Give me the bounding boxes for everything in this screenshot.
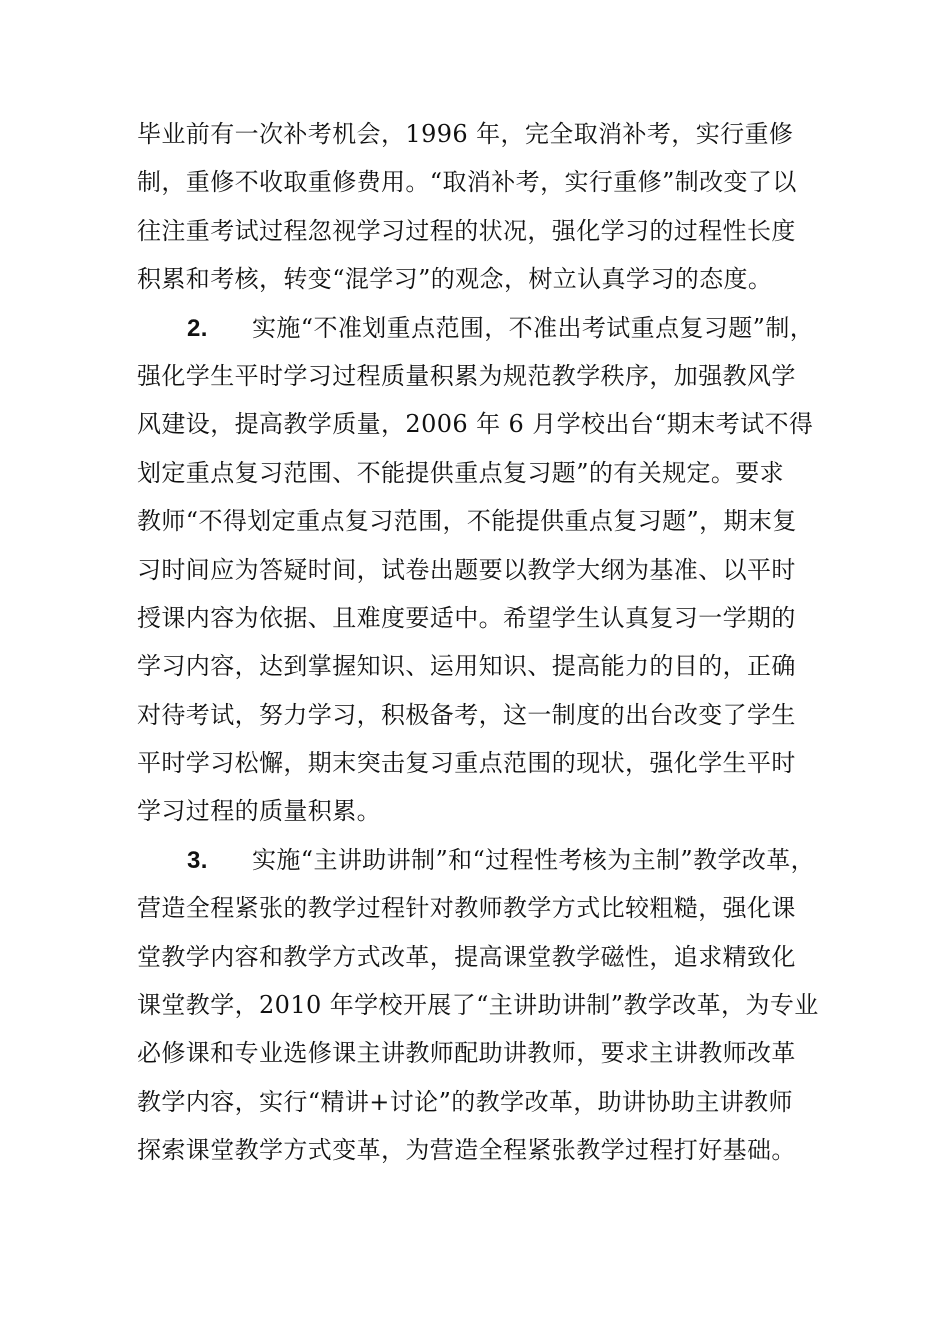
paragraph-first-line (137, 304, 837, 352)
text-line: 探索课堂教学方式变革，为营造全程紧张教学过程打好基础。 (137, 1136, 796, 1165)
text-line: 堂教学内容和教学方式改革，提高课堂教学磁性，追求精致化 (137, 942, 796, 971)
text-line: 授课内容为依据、且难度要适中。希望学生认真复习一学期的 (137, 603, 796, 632)
paragraph-first-line (137, 836, 837, 884)
text-line: 强化学生平时学习过程质量积累为规范教学秩序，加强教风学 (137, 361, 796, 390)
text-line: 对待考试，努力学习，积极备考，这一制度的出台改变了学生 (137, 700, 796, 729)
paragraph-number: 3. (187, 846, 208, 874)
text-line: 学习内容，达到掌握知识、运用知识、提高能力的目的，正确 (137, 652, 796, 681)
text-line: 营造全程紧张的教学过程针对教师教学方式比较粗糙，强化课 (137, 894, 796, 923)
text-line: 平时学习松懈，期末突击复习重点范围的现状，强化学生平时 (137, 749, 796, 778)
text-line: 实施“主讲助讲制”和“过程性考核为主制”教学改革， (252, 845, 816, 874)
text-line: 实施“不准划重点范围，不准出考试重点复习题”制， (252, 313, 815, 342)
text-line: 学习过程的质量积累。 (137, 797, 381, 826)
text-line: 课堂教学，2010 年学校开展了“主讲助讲制”教学改革，为专业 (137, 991, 819, 1020)
text-line: 划定重点复习范围、不能提供重点复习题”的有关规定。要求 (137, 458, 785, 487)
text-line: 往注重考试过程忽视学习过程的状况，强化学习的过程性长度 (137, 216, 796, 245)
text-line: 积累和考核，转变“混学习”的观念，树立认真学习的态度。 (137, 265, 773, 294)
text-line: 毕业前有一次补考机会，1996 年，完全取消补考，实行重修 (137, 120, 794, 148)
text-line: 必修课和专业选修课主讲教师配助讲教师，要求主讲教师改革 (137, 1039, 796, 1068)
text-line: 制，重修不收取重修费用。“取消补考，实行重修”制改变了以 (137, 168, 797, 197)
text-line: 教学内容，实行“精讲+讨论”的教学改革，助讲协助主讲教师 (137, 1087, 793, 1116)
body-text (137, 110, 837, 1175)
paragraph-number: 2. (187, 314, 208, 342)
text-line: 风建设，提高教学质量，2006 年 6 月学校出台“期末考试不得 (137, 410, 814, 439)
text-line: 教师“不得划定重点复习范围，不能提供重点复习题”，期末复 (137, 507, 797, 536)
text-line: 习时间应为答疑时间，试卷出题要以教学大纲为基准、以平时 (137, 555, 796, 584)
